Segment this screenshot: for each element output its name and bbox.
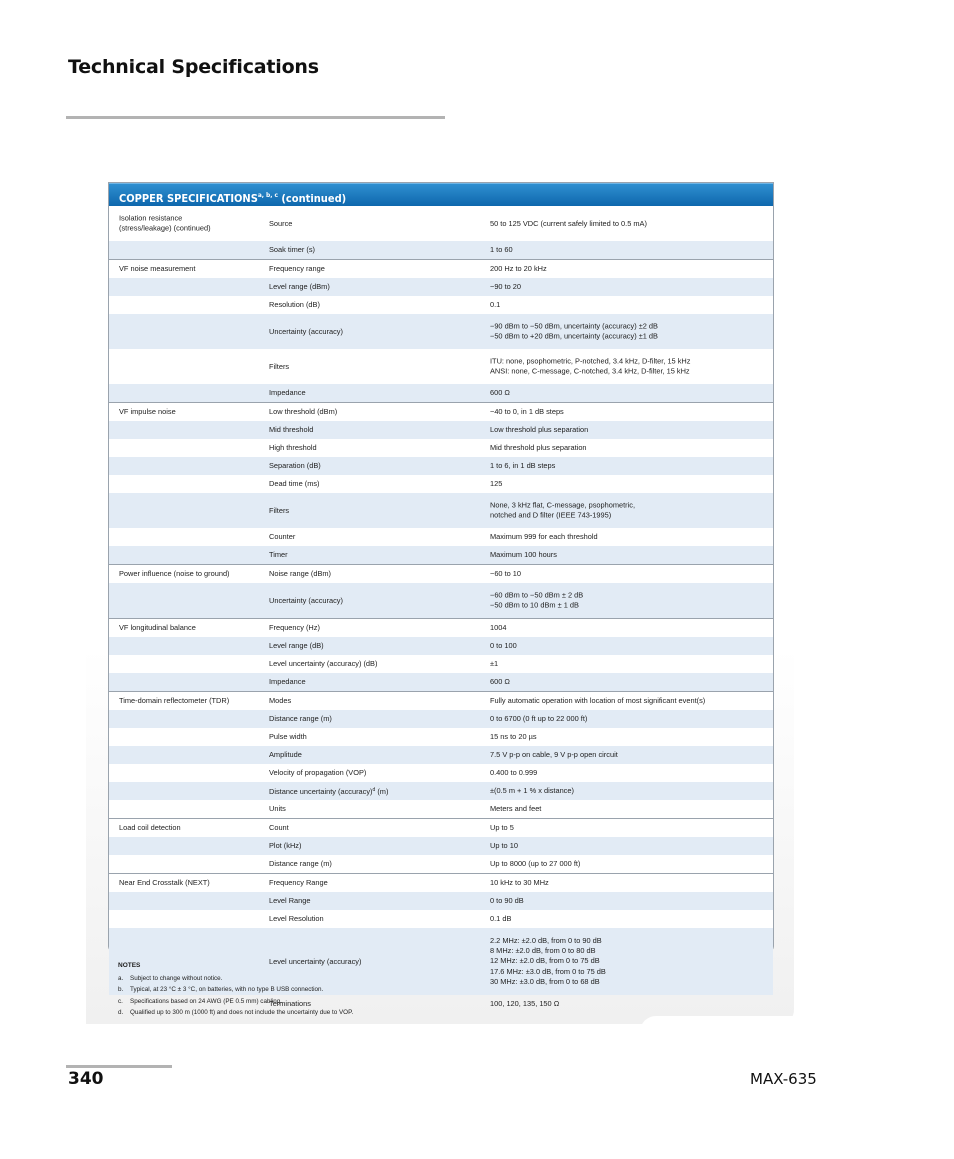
spec-value-cell: −60 to 10 [490, 568, 522, 578]
spec-value-cell: Up to 10 [490, 840, 518, 850]
table-row [109, 206, 773, 241]
spec-value-cell: 200 Hz to 20 kHz [490, 263, 547, 273]
spec-parameter-cell: Count [269, 822, 289, 832]
table-row [109, 764, 773, 782]
table-row [109, 349, 773, 384]
table-row [109, 439, 773, 457]
spec-value-cell: 1 to 60 [490, 244, 513, 254]
spec-parameter-cell: Impedance [269, 676, 306, 686]
spec-value-cell: 50 to 125 VDC (current safely limited to 0.5 mA) [490, 218, 647, 228]
note-letter: d. [118, 1009, 124, 1016]
spec-value-cell: 0.1 [490, 299, 501, 309]
background-panel-cutout [640, 1016, 800, 1032]
spec-group-cell: Power influence (noise to ground) [119, 568, 230, 578]
spec-parameter-cell: Filters [269, 505, 290, 515]
spec-value-cell: Meters and feet [490, 803, 542, 813]
spec-parameter-cell: Level Range [269, 895, 311, 905]
table-row [109, 746, 773, 764]
parameter-unit: (m) [375, 786, 389, 796]
spec-parameter-cell: Frequency range [269, 263, 325, 273]
spec-value-cell: 600 Ω [490, 387, 510, 397]
note-text: Qualified up to 300 m (1000 ft) and does not include the uncertainty due to VOP. [130, 1009, 354, 1016]
spec-parameter-cell: Level range (dBm) [269, 281, 330, 291]
table-row [109, 421, 773, 439]
spec-parameter-cell: Amplitude [269, 749, 302, 759]
spec-parameter-cell: Low threshold (dBm) [269, 406, 338, 416]
table-header [109, 183, 773, 206]
spec-parameter-cell: Level uncertainty (accuracy) [269, 956, 362, 966]
note-item [118, 1007, 353, 1019]
table-row [109, 892, 773, 910]
spec-value-cell: 0 to 100 [490, 640, 517, 650]
spec-group-cell: Load coil detection [119, 822, 181, 832]
spec-parameter-cell: Units [269, 803, 286, 813]
table-row [109, 457, 773, 475]
spec-value-cell: 10 kHz to 30 MHz [490, 877, 549, 887]
spec-parameter-cell: Timer [269, 549, 288, 559]
table-header-title: COPPER SPECIFICATIONS [119, 192, 258, 205]
table-row [109, 855, 773, 873]
table-row [109, 475, 773, 493]
spec-group-cell: Isolation resistance (stress/leakage) (continued) [119, 213, 211, 233]
note-item [118, 984, 353, 996]
spec-parameter-cell [269, 785, 479, 797]
spec-group-cell: VF noise measurement [119, 263, 196, 273]
spec-value-cell: 0.1 dB [490, 913, 512, 923]
table-row [109, 728, 773, 746]
parameter-text: Distance uncertainty (accuracy) [269, 786, 373, 796]
spec-value-cell: −60 dBm to −50 dBm ± 2 dB −50 dBm to 10 dBm ± 1 dB [490, 590, 584, 610]
spec-value-cell: −40 to 0, in 1 dB steps [490, 406, 564, 416]
table-row [109, 874, 773, 892]
note-letter: c. [118, 997, 123, 1005]
spec-parameter-cell: Level Resolution [269, 913, 324, 923]
spec-parameter-cell: Mid threshold [269, 424, 314, 434]
spec-value-cell: Up to 8000 (up to 27 000 ft) [490, 858, 581, 868]
table-row [109, 546, 773, 564]
spec-value-cell: Maximum 100 hours [490, 549, 557, 559]
spec-value-cell: Up to 5 [490, 822, 514, 832]
spec-parameter-cell: Distance range (m) [269, 858, 332, 868]
page-title: Technical Specifications [68, 56, 319, 78]
spec-value-cell: 1004 [490, 622, 507, 632]
spec-value-cell: −90 to 20 [490, 281, 522, 291]
table-row [109, 278, 773, 296]
table-row [109, 403, 773, 421]
table-row [109, 241, 773, 259]
footnote-ref: d [372, 786, 376, 793]
note-item [118, 996, 353, 1008]
spec-value-cell: Fully automatic operation with location of most significant event(s) [490, 695, 706, 705]
spec-parameter-cell: Noise range (dBm) [269, 568, 332, 578]
table-row [109, 528, 773, 546]
spec-group-cell: Near End Crosstalk (NEXT) [119, 877, 210, 887]
spec-parameter-cell: Terminations [269, 998, 311, 1008]
notes-list [118, 973, 353, 1019]
table-row [109, 637, 773, 655]
table-row [109, 565, 773, 583]
note-text: Typical, at 23 °C ± 3 °C, on batteries, with no type B USB connection. [130, 986, 324, 993]
table-header-footnote-refs: a, b, c [257, 191, 278, 199]
spec-parameter-cell: Plot (kHz) [269, 840, 302, 850]
spec-parameter-cell: Distance range (m) [269, 713, 332, 723]
spec-parameter-cell: Velocity of propagation (VOP) [269, 767, 367, 777]
spec-parameter-cell: Pulse width [269, 731, 307, 741]
spec-value-cell: Mid threshold plus separation [490, 442, 587, 452]
spec-parameter-cell: Uncertainty (accuracy) [269, 326, 343, 336]
table-row [109, 692, 773, 710]
spec-group-cell: VF longitudinal balance [119, 622, 196, 632]
page-number: 340 [68, 1069, 104, 1089]
spec-value-cell: −90 dBm to −50 dBm, uncertainty (accuracy) ±2 dB −50 dBm to +20 dBm, uncertainty (accuracy) ±1 dB [490, 321, 658, 341]
spec-value-cell: 0 to 6700 (0 ft up to 22 000 ft) [490, 713, 588, 723]
spec-value-cell: ITU: none, psophometric, P-notched, 3.4 kHz, D-filter, 15 kHz ANSI: none, C-message, C-notched, 3.4 kHz, D-filter, 15 kHz [490, 356, 691, 376]
table-row [109, 710, 773, 728]
spec-parameter-cell: Frequency (Hz) [269, 622, 320, 632]
spec-parameter-cell: Counter [269, 531, 296, 541]
table-row [109, 296, 773, 314]
table-row [109, 910, 773, 928]
spec-group-cell: Time-domain reflectometer (TDR) [119, 695, 230, 705]
table-row [109, 837, 773, 855]
table-row [109, 800, 773, 818]
spec-value-cell: 0 to 90 dB [490, 895, 524, 905]
table-row [109, 619, 773, 637]
table-row [109, 314, 773, 349]
spec-value-cell: 100, 120, 135, 150 Ω [490, 998, 560, 1008]
title-rule [66, 116, 445, 119]
note-text: Subject to change without notice. [130, 974, 223, 982]
spec-parameter-cell: Modes [269, 695, 292, 705]
spec-value-cell: ±(0.5 m + 1 % x distance) [490, 785, 574, 795]
spec-parameter-cell: High threshold [269, 442, 317, 452]
notes-section [118, 960, 353, 1019]
notes-title: NOTES [118, 962, 141, 969]
note-item [118, 973, 353, 985]
footer-rule [66, 1065, 172, 1068]
spec-value-cell: 600 Ω [490, 676, 510, 686]
note-letter: b. [118, 986, 124, 993]
spec-parameter-cell: Soak timer (s) [269, 244, 315, 254]
spec-value-cell: 7.5 V p-p on cable, 9 V p-p open circuit [490, 749, 618, 759]
spec-parameter-cell: Level range (dB) [269, 640, 324, 650]
spec-value-cell: 0.400 to 0.999 [490, 767, 538, 777]
spec-parameter-cell: Level uncertainty (accuracy) (dB) [269, 658, 378, 668]
table-row [109, 655, 773, 673]
table-row [109, 384, 773, 402]
spec-parameter-cell: Filters [269, 361, 290, 371]
table-row [109, 493, 773, 528]
product-name: MAX-635 [750, 1070, 817, 1088]
spec-value-cell: None, 3 kHz flat, C-message, psophometric, notched and D filter (IEEE 743-1995) [490, 500, 635, 520]
table-row [109, 260, 773, 278]
spec-parameter-cell: Dead time (ms) [269, 478, 320, 488]
note-letter: a. [118, 974, 124, 982]
spec-parameter-cell: Separation (dB) [269, 460, 321, 470]
spec-parameter-cell: Resolution (dB) [269, 299, 320, 309]
spec-value-cell: 125 [490, 478, 503, 488]
spec-value-cell: 2.2 MHz: ±2.0 dB, from 0 to 90 dB 8 MHz: ±2.0 dB, from 0 to 80 dB 12 MHz: ±2.0 dB, from 0 to 75 dB 17.6 MHz: ±3.0 dB, from 0 to 75 dB 30 MHz: ±3.0 dB, from 0 to 68 dB [490, 935, 606, 987]
spec-value-cell: Maximum 999 for each threshold [490, 531, 598, 541]
spec-value-cell: 15 ns to 20 µs [490, 731, 537, 741]
table-row [109, 673, 773, 691]
spec-parameter-cell: Source [269, 218, 293, 228]
table-row [109, 782, 773, 800]
spec-value-cell: ±1 [490, 658, 499, 668]
spec-value-cell: Low threshold plus separation [490, 424, 589, 434]
spec-parameter-cell: Uncertainty (accuracy) [269, 595, 343, 605]
spec-parameter-cell: Frequency Range [269, 877, 328, 887]
note-text: Specifications based on 24 AWG (PE 0.5 mm) cabling. [130, 997, 283, 1005]
spec-group-cell: VF impulse noise [119, 406, 176, 416]
table-row [109, 819, 773, 837]
table-row [109, 583, 773, 618]
table-header-continued: (continued) [281, 192, 347, 205]
spec-value-cell: 1 to 6, in 1 dB steps [490, 460, 556, 470]
spec-parameter-cell: Impedance [269, 387, 306, 397]
